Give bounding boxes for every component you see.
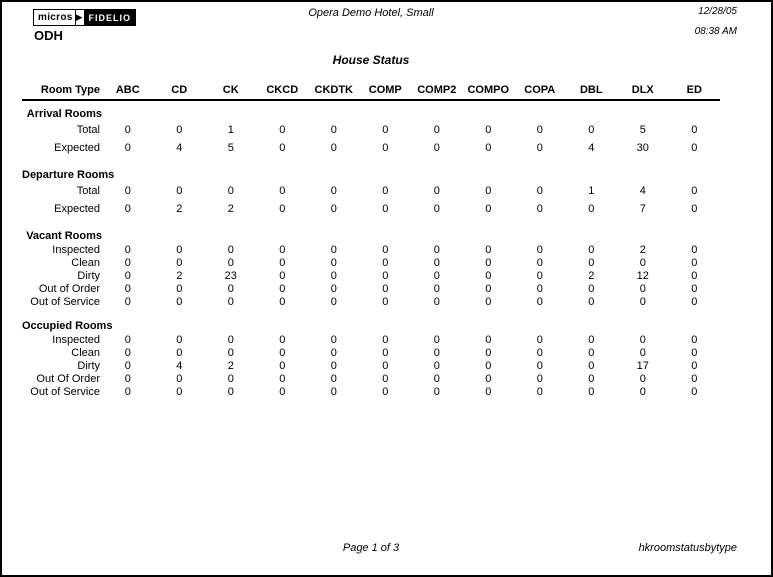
cell-value: 0 bbox=[485, 333, 492, 346]
cell-value: 0 bbox=[485, 203, 492, 215]
cell-value: 0 bbox=[279, 333, 286, 346]
cell-value: 0 bbox=[279, 243, 286, 256]
cell-value: 0 bbox=[433, 385, 440, 398]
cell-value: 2 bbox=[227, 203, 234, 215]
cell-value: 23 bbox=[224, 269, 237, 282]
cell-value: 0 bbox=[124, 359, 131, 372]
cell-value: 0 bbox=[433, 203, 440, 215]
cell-value: 0 bbox=[227, 333, 234, 346]
cell-value: 0 bbox=[382, 359, 389, 372]
row-label: Dirty bbox=[77, 269, 100, 282]
cell-value: 0 bbox=[124, 385, 131, 398]
cell-value: 0 bbox=[176, 185, 183, 197]
cell-value: 1 bbox=[588, 185, 595, 197]
cell-value: 0 bbox=[227, 372, 234, 385]
cell-value: 0 bbox=[536, 372, 543, 385]
cell-value: 0 bbox=[227, 346, 234, 359]
section-title: Vacant Rooms bbox=[26, 230, 102, 242]
cell-value: 0 bbox=[691, 142, 698, 154]
cell-value: 0 bbox=[433, 359, 440, 372]
report-date: 12/28/05 bbox=[698, 6, 737, 17]
cell-value: 0 bbox=[536, 295, 543, 308]
column-header: ED bbox=[669, 78, 721, 100]
cell-value: 4 bbox=[588, 142, 595, 154]
cell-value: 0 bbox=[176, 295, 183, 308]
cell-value: 0 bbox=[382, 295, 389, 308]
cell-value: 0 bbox=[176, 243, 183, 256]
cell-value: 0 bbox=[330, 372, 337, 385]
row-label: Clean bbox=[71, 256, 100, 269]
cell-value: 0 bbox=[382, 269, 389, 282]
cell-value: 0 bbox=[433, 269, 440, 282]
cell-value: 0 bbox=[485, 385, 492, 398]
cell-value: 0 bbox=[176, 346, 183, 359]
cell-value: 0 bbox=[330, 185, 337, 197]
cell-value: 0 bbox=[124, 124, 131, 136]
column-header: CKDTK bbox=[308, 78, 360, 100]
cell-value: 0 bbox=[124, 256, 131, 269]
table-row bbox=[22, 282, 720, 295]
cell-value: 0 bbox=[227, 185, 234, 197]
cell-value: 0 bbox=[536, 282, 543, 295]
column-header: CD bbox=[154, 78, 206, 100]
cell-value: 0 bbox=[124, 346, 131, 359]
cell-value: 0 bbox=[588, 124, 595, 136]
cell-value: 0 bbox=[279, 385, 286, 398]
cell-value: 2 bbox=[176, 269, 183, 282]
cell-value: 0 bbox=[691, 346, 698, 359]
cell-value: 0 bbox=[536, 269, 543, 282]
row-label: Expected bbox=[54, 203, 100, 215]
logo-arrow-icon: ▶ bbox=[76, 9, 84, 26]
cell-value: 0 bbox=[124, 269, 131, 282]
cell-value: 0 bbox=[330, 295, 337, 308]
cell-value: 0 bbox=[485, 185, 492, 197]
cell-value: 0 bbox=[588, 295, 595, 308]
cell-value: 0 bbox=[433, 333, 440, 346]
house-status-table bbox=[22, 78, 720, 398]
cell-value: 0 bbox=[330, 243, 337, 256]
section-title-row bbox=[22, 308, 720, 333]
cell-value: 0 bbox=[691, 295, 698, 308]
cell-value: 0 bbox=[176, 333, 183, 346]
cell-value: 0 bbox=[433, 282, 440, 295]
cell-value: 0 bbox=[433, 243, 440, 256]
cell-value: 0 bbox=[124, 372, 131, 385]
cell-value: 0 bbox=[279, 295, 286, 308]
cell-value: 0 bbox=[588, 203, 595, 215]
cell-value: 0 bbox=[588, 333, 595, 346]
cell-value: 0 bbox=[485, 346, 492, 359]
cell-value: 4 bbox=[176, 359, 183, 372]
cell-value: 17 bbox=[636, 359, 649, 372]
cell-value: 0 bbox=[536, 346, 543, 359]
cell-value: 0 bbox=[433, 346, 440, 359]
cell-value: 0 bbox=[382, 124, 389, 136]
cell-value: 0 bbox=[382, 282, 389, 295]
micros-logo-text: micros bbox=[33, 9, 76, 26]
cell-value: 0 bbox=[227, 256, 234, 269]
cell-value: 1 bbox=[227, 124, 234, 136]
report-time: 08:38 AM bbox=[694, 26, 737, 37]
row-label: Out Of Order bbox=[36, 372, 100, 385]
row-label: Total bbox=[76, 185, 100, 197]
table-row bbox=[22, 359, 720, 372]
cell-value: 0 bbox=[382, 185, 389, 197]
row-label: Expected bbox=[54, 142, 100, 154]
cell-value: 0 bbox=[639, 282, 646, 295]
column-header: COMP2 bbox=[411, 78, 463, 100]
table-row bbox=[22, 372, 720, 385]
cell-value: 0 bbox=[382, 346, 389, 359]
column-header: COMP bbox=[360, 78, 412, 100]
cell-value: 0 bbox=[279, 124, 286, 136]
cell-value: 0 bbox=[227, 385, 234, 398]
cell-value: 0 bbox=[639, 256, 646, 269]
cell-value: 0 bbox=[279, 203, 286, 215]
report-filename: hkroomstatusbytype bbox=[638, 542, 737, 554]
cell-value: 0 bbox=[382, 203, 389, 215]
cell-value: 0 bbox=[382, 142, 389, 154]
cell-value: 2 bbox=[588, 269, 595, 282]
section-title-filler bbox=[102, 100, 720, 121]
cell-value: 0 bbox=[330, 282, 337, 295]
cell-value: 0 bbox=[279, 142, 286, 154]
cell-value: 5 bbox=[639, 124, 646, 136]
cell-value: 0 bbox=[124, 185, 131, 197]
cell-value: 0 bbox=[588, 282, 595, 295]
cell-value: 0 bbox=[485, 243, 492, 256]
cell-value: 0 bbox=[536, 243, 543, 256]
table-row bbox=[22, 385, 720, 398]
cell-value: 0 bbox=[536, 142, 543, 154]
section-title-filler bbox=[102, 157, 720, 182]
cell-value: 0 bbox=[227, 243, 234, 256]
cell-value: 0 bbox=[124, 142, 131, 154]
section-title-row bbox=[22, 218, 720, 243]
cell-value: 0 bbox=[382, 243, 389, 256]
cell-value: 0 bbox=[330, 203, 337, 215]
row-label: Dirty bbox=[77, 359, 100, 372]
row-label: Out of Service bbox=[30, 295, 100, 308]
section-title-filler bbox=[102, 218, 720, 243]
cell-value: 0 bbox=[279, 359, 286, 372]
cell-value: 0 bbox=[588, 359, 595, 372]
page-number: Page 1 of 3 bbox=[342, 542, 400, 554]
section-title: Occupied Rooms bbox=[22, 320, 113, 332]
cell-value: 2 bbox=[176, 203, 183, 215]
cell-value: 0 bbox=[691, 256, 698, 269]
cell-value: 0 bbox=[330, 269, 337, 282]
cell-value: 0 bbox=[691, 333, 698, 346]
cell-value: 0 bbox=[330, 385, 337, 398]
cell-value: 0 bbox=[279, 269, 286, 282]
cell-value: 0 bbox=[433, 295, 440, 308]
column-header-room-type: Room Type bbox=[22, 78, 102, 100]
cell-value: 0 bbox=[279, 185, 286, 197]
table-row bbox=[22, 182, 720, 200]
cell-value: 4 bbox=[176, 142, 183, 154]
cell-value: 0 bbox=[433, 372, 440, 385]
section-title: Arrival Rooms bbox=[26, 108, 102, 120]
cell-value: 12 bbox=[636, 269, 649, 282]
cell-value: 30 bbox=[636, 142, 649, 154]
cell-value: 0 bbox=[124, 203, 131, 215]
cell-value: 0 bbox=[279, 282, 286, 295]
table-row bbox=[22, 121, 720, 139]
cell-value: 0 bbox=[639, 333, 646, 346]
hotel-name: Opera Demo Hotel, Small bbox=[308, 7, 434, 19]
cell-value: 0 bbox=[227, 282, 234, 295]
table-row bbox=[22, 346, 720, 359]
cell-value: 0 bbox=[588, 346, 595, 359]
cell-value: 0 bbox=[382, 333, 389, 346]
cell-value: 0 bbox=[382, 256, 389, 269]
table-row bbox=[22, 295, 720, 308]
column-header: COMPO bbox=[463, 78, 515, 100]
cell-value: 0 bbox=[433, 185, 440, 197]
cell-value: 0 bbox=[485, 359, 492, 372]
cell-value: 0 bbox=[691, 243, 698, 256]
cell-value: 0 bbox=[691, 282, 698, 295]
cell-value: 0 bbox=[124, 333, 131, 346]
column-header: DLX bbox=[617, 78, 669, 100]
cell-value: 0 bbox=[176, 372, 183, 385]
table-row bbox=[22, 333, 720, 346]
section-title: Departure Rooms bbox=[22, 169, 115, 181]
section-title-row bbox=[22, 157, 720, 182]
cell-value: 0 bbox=[639, 385, 646, 398]
cell-value: 0 bbox=[330, 256, 337, 269]
cell-value: 0 bbox=[227, 295, 234, 308]
cell-value: 0 bbox=[176, 282, 183, 295]
column-header: DBL bbox=[566, 78, 618, 100]
cell-value: 0 bbox=[279, 346, 286, 359]
column-header: CK bbox=[205, 78, 257, 100]
cell-value: 0 bbox=[485, 269, 492, 282]
cell-value: 0 bbox=[330, 333, 337, 346]
cell-value: 0 bbox=[382, 385, 389, 398]
row-label: Inspected bbox=[52, 243, 100, 256]
cell-value: 0 bbox=[330, 142, 337, 154]
cell-value: 0 bbox=[176, 124, 183, 136]
table-header-row bbox=[22, 78, 720, 100]
row-label: Clean bbox=[71, 346, 100, 359]
cell-value: 0 bbox=[124, 282, 131, 295]
row-label: Out of Order bbox=[38, 282, 100, 295]
cell-value: 0 bbox=[691, 124, 698, 136]
cell-value: 0 bbox=[536, 185, 543, 197]
section-title-filler bbox=[102, 308, 720, 333]
cell-value: 0 bbox=[279, 256, 286, 269]
cell-value: 0 bbox=[691, 359, 698, 372]
cell-value: 5 bbox=[227, 142, 234, 154]
row-label: Inspected bbox=[52, 333, 100, 346]
column-header: COPA bbox=[514, 78, 566, 100]
column-header: ABC bbox=[102, 78, 154, 100]
cell-value: 0 bbox=[536, 333, 543, 346]
table-row bbox=[22, 200, 720, 218]
cell-value: 4 bbox=[639, 185, 646, 197]
cell-value: 0 bbox=[536, 359, 543, 372]
cell-value: 0 bbox=[124, 243, 131, 256]
table-row bbox=[22, 269, 720, 282]
table-row bbox=[22, 139, 720, 157]
cell-value: 0 bbox=[691, 372, 698, 385]
cell-value: 0 bbox=[382, 372, 389, 385]
row-label: Out of Service bbox=[30, 385, 100, 398]
column-header: CKCD bbox=[257, 78, 309, 100]
cell-value: 0 bbox=[639, 372, 646, 385]
cell-value: 0 bbox=[691, 385, 698, 398]
report-title: House Status bbox=[332, 53, 410, 67]
cell-value: 0 bbox=[485, 142, 492, 154]
cell-value: 0 bbox=[176, 385, 183, 398]
cell-value: 0 bbox=[176, 256, 183, 269]
cell-value: 0 bbox=[279, 372, 286, 385]
cell-value: 7 bbox=[639, 203, 646, 215]
cell-value: 0 bbox=[485, 295, 492, 308]
cell-value: 0 bbox=[124, 295, 131, 308]
section-title-row bbox=[22, 100, 720, 121]
cell-value: 2 bbox=[227, 359, 234, 372]
cell-value: 0 bbox=[485, 256, 492, 269]
cell-value: 0 bbox=[433, 124, 440, 136]
cell-value: 0 bbox=[639, 295, 646, 308]
cell-value: 0 bbox=[691, 185, 698, 197]
cell-value: 0 bbox=[330, 346, 337, 359]
cell-value: 0 bbox=[433, 256, 440, 269]
cell-value: 0 bbox=[536, 203, 543, 215]
cell-value: 0 bbox=[330, 359, 337, 372]
cell-value: 0 bbox=[485, 282, 492, 295]
fidelio-logo-text: FIDELIO bbox=[84, 9, 137, 26]
cell-value: 0 bbox=[330, 124, 337, 136]
cell-value: 0 bbox=[536, 385, 543, 398]
cell-value: 0 bbox=[536, 124, 543, 136]
cell-value: 2 bbox=[639, 243, 646, 256]
table-row bbox=[22, 243, 720, 256]
row-label: Total bbox=[76, 124, 100, 136]
cell-value: 0 bbox=[536, 256, 543, 269]
property-code: ODH bbox=[34, 28, 63, 43]
cell-value: 0 bbox=[639, 346, 646, 359]
cell-value: 0 bbox=[691, 269, 698, 282]
cell-value: 0 bbox=[588, 243, 595, 256]
table-row bbox=[22, 256, 720, 269]
cell-value: 0 bbox=[691, 203, 698, 215]
cell-value: 0 bbox=[485, 372, 492, 385]
cell-value: 0 bbox=[588, 256, 595, 269]
cell-value: 0 bbox=[588, 385, 595, 398]
cell-value: 0 bbox=[588, 372, 595, 385]
cell-value: 0 bbox=[485, 124, 492, 136]
cell-value: 0 bbox=[433, 142, 440, 154]
